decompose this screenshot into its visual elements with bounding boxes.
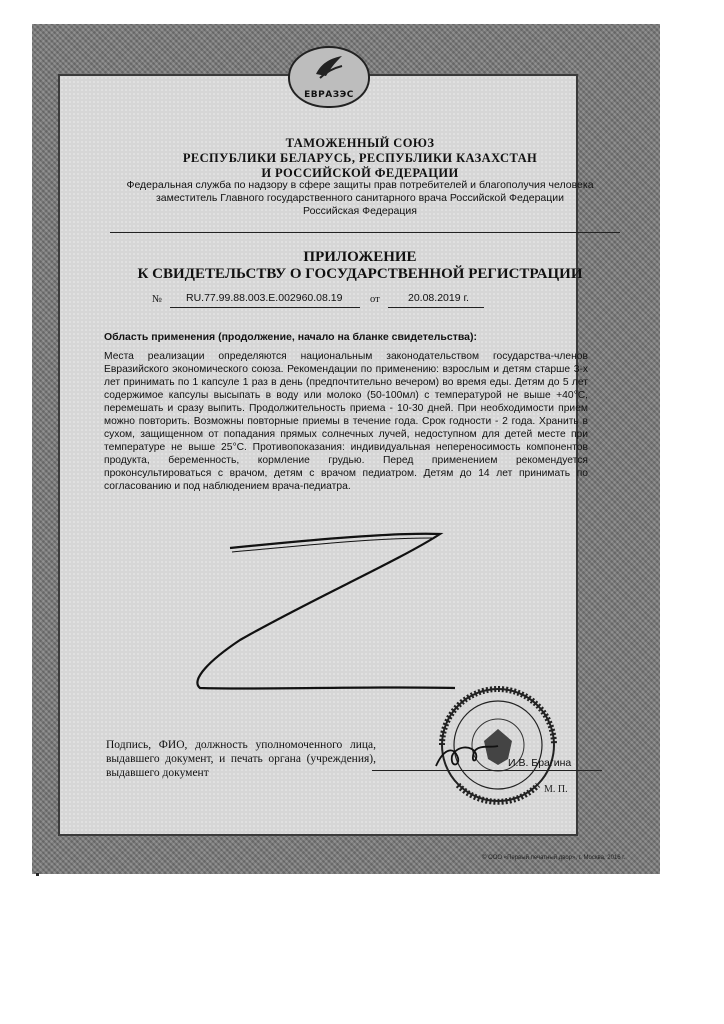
handwritten-scribble [170,520,460,700]
agency-line-1: Федеральная служба по надзору в сфере защиты прав потребителей и благополучия человека [126,179,594,191]
divider-line [110,232,620,234]
registration-date: 20.08.2019 г. [408,292,469,304]
registration-number: RU.77.99.88.003.E.002960.08.19 [186,292,343,304]
date-underline [388,307,484,308]
logo-text: ЕВРАЗЭС [304,90,354,100]
agency-line-2: заместитель Главного государственного санитарного врача Российской Федерации [155,192,565,204]
signer-name: И.В. Брагина [508,757,572,769]
scan-speck [36,873,39,876]
signature-mark [432,738,502,774]
union-title-line-2: РЕСПУБЛИКИ БЕЛАРУСЬ, РЕСПУБЛИКИ КАЗАХСТАН [182,151,538,165]
stamp-place-label: М. П. [544,784,568,795]
eurasec-logo [288,46,370,108]
agency-line-3: Российская Федерация [303,205,417,217]
date-label: от [370,294,380,305]
appendix-title: ПРИЛОЖЕНИЕ [303,249,417,265]
union-title-line-1: ТАМОЖЕННЫЙ СОЮЗ [285,136,435,150]
section-title: Область применения (продолжение, начало на бланке свидетельства): [104,331,477,343]
union-title-line-3: И РОССИЙСКОЙ ФЕДЕРАЦИИ [261,166,459,180]
eagle-icon [312,52,346,82]
signature-line [372,770,602,771]
number-label: № [152,294,163,305]
printer-note: © ООО «Первый печатный двор», г. Москва, 2016 г. [482,855,626,861]
number-underline [170,307,360,308]
application-text: Места реализации определяются национальным законодательством государства-членов Евразийского экономического союза. Рекомендации по применению: взрослым и детям старше 3-х лет принимать по 1 капсуле 1 раз в день (предпочтительно вечером) во время еды. Детям до 5 лет содержимое капсулы высыпать в воду или молоко (50-100мл) с температурой не выше +40°С, перемешать и сразу выпить. Продолжительность приема - 10-30 дней. При необходимости прием можно повторить. Возможны повторные приемы в течение года. Срок годности - 2 года. Хранить в сухом, защищенном от попадания прямых солнечных лучей, недоступном для детей месте при температуре не выше 25°С. Противопоказания: индивидуальная непереносимость компонентов продукта, беременность, кормление грудью. Перед применением рекомендуется проконсультироваться с врачом, детям с врачом педиатром. Детям до 14 лет принимать по согласованию и под наблюдением врача-педиатра. [104,351,588,492]
signature-caption: Подпись, ФИО, должность уполномоченного лица, выдавшего документ, и печать органа (учреждения), выдавшего документ [106,739,376,779]
appendix-subtitle: К СВИДЕТЕЛЬСТВУ О ГОСУДАРСТВЕННОЙ РЕГИСТРАЦИИ [137,266,583,282]
